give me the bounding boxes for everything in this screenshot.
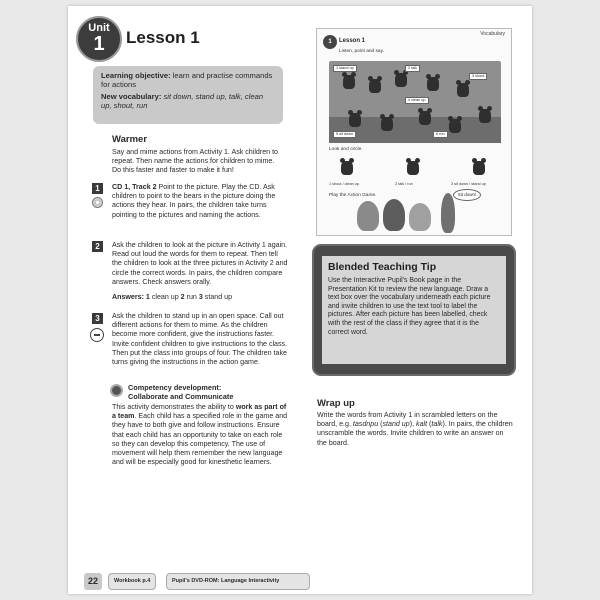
step-2-answers <box>112 293 288 302</box>
competency-text-a: This activity demonstrates the ability to <box>112 403 236 411</box>
answer-word: clean up <box>151 293 179 301</box>
competency-text-bold: work as part of a team <box>112 403 287 421</box>
step-3-text: Ask the children to stand up in an open space. Call out different actions for them to mime. As the children become more confident, give the instructions faster. Invite confident children to give instructions to the class. Then put the class into groups of four. The children take turns giving the instructions in the action game. <box>112 312 288 367</box>
scene-label: 3 shout <box>469 73 487 80</box>
lesson-title: Lesson 1 <box>126 28 200 47</box>
competency-heading-line1: Competency development: <box>128 383 222 392</box>
warmer-heading: Warmer <box>112 134 148 145</box>
answer-number: 3 <box>198 293 203 301</box>
wrap-up-text: Write the words from Activity 1 in scrambled letters on the board, e.g. tasdnpu (stand up), kalt (talk). In pairs, the children unscramble the words. Invite children to write an answer on the board. <box>317 411 513 447</box>
vocab-label: New vocabulary: <box>101 91 162 101</box>
competency-heading-line2: Collaborate and Communicate <box>128 391 234 401</box>
wrap-text-a: Write the words from Activity 1 in scrambled letters on the board, e.g. <box>317 411 498 429</box>
wrap-text-b: . In pairs, the children unscramble the words. Invite children to write an answer on the board. <box>317 420 513 447</box>
thumb-scene-picture <box>329 61 501 143</box>
scene-label: 5 sit down <box>333 131 356 138</box>
bear-figure <box>395 73 407 87</box>
competency-icon <box>110 384 123 397</box>
cd-icon <box>92 197 103 208</box>
competency-text <box>112 403 288 467</box>
blended-teaching-tip-tablet <box>312 244 516 376</box>
step-3-number: 3 <box>92 313 103 324</box>
thumb-lesson-title: Lesson 1 <box>339 38 366 44</box>
scene-label: 1 stand up <box>333 65 357 72</box>
answer-word: stand up <box>204 293 233 301</box>
thumb-vocabulary-label: Vocabulary <box>480 31 505 37</box>
page-number: 22 <box>84 573 102 590</box>
objective-label: Learning objective: <box>101 71 171 80</box>
warmer-text: Say and mime actions from Activity 1. Ask children to repeat. Then name the actions for children to mime. Do this faster and faster to make it fun! <box>112 148 278 175</box>
scene-label: 6 run <box>433 131 448 138</box>
thumb-answer: 1 shout / clean up <box>329 182 359 186</box>
vocab-text: sit down, stand up, talk, clean up, shout, run <box>101 91 264 111</box>
answer-number: 2 <box>180 293 185 301</box>
speech-bubble: Sit down! <box>453 189 481 201</box>
objective-text: learn and practise commands for actions <box>101 71 273 90</box>
dvd-reference: Pupil's DVD-ROM: Language Interactivity <box>166 573 310 590</box>
wrap-example-1-gloss: stand up <box>382 420 410 429</box>
thumb-answer: 3 sit down / stand up <box>451 182 486 186</box>
tablet-screen <box>322 256 506 364</box>
thumb-instruction-2: Look and circle. <box>329 147 363 152</box>
bear-figure <box>369 79 381 93</box>
scene-label: 4 clean up <box>405 97 429 104</box>
tip-text: Use the Interactive Pupil's Book page in the Presentation Kit to review the new language. Draw a text box over the vocabulary underneath each picture and invite children to use the text tool to label the pictures. After each picture has been labelled, check with the rest of the class if they agree that it is the correct word. <box>328 277 491 336</box>
step-2-text: Ask the children to look at the picture in Activity 1 again. Read out loud the words for them to repeat. Then tell the children to look at the three pictures in Activity 2 and circle the correct words. In pairs, the children compare answers. Check answers orally. <box>112 241 288 286</box>
unit-badge <box>76 16 122 62</box>
bear-figure <box>381 117 393 131</box>
child-figure <box>409 203 431 231</box>
bear-figure <box>479 109 491 123</box>
unit-number: 1 <box>93 33 105 55</box>
competency-heading <box>128 384 278 401</box>
game-icon <box>90 328 104 342</box>
child-figure <box>441 193 455 233</box>
step-1-body: Point to the picture. Play the CD. Ask children to point to the bears in the picture doing the actions they hear. In pairs, the children take turns pointing to the pictures and naming the actions. <box>112 183 276 219</box>
child-figure <box>383 199 405 231</box>
workbook-reference: Workbook p.4 <box>108 573 156 590</box>
learning-objective-box <box>93 66 283 124</box>
thumb-instruction-1: Listen, point and say. <box>339 49 384 54</box>
bear-figure <box>407 161 419 175</box>
wrap-example-2-gloss: talk <box>431 420 443 429</box>
bear-figure <box>427 77 439 91</box>
thumb-instruction-3: Play the Action Game. <box>329 193 377 198</box>
wrap-example-1: tasdnpu <box>352 420 379 429</box>
step-1-text <box>112 183 288 220</box>
bear-figure <box>419 111 431 125</box>
pupil-book-thumbnail <box>316 28 512 236</box>
bear-figure <box>349 113 361 127</box>
wrap-up-heading: Wrap up <box>317 398 355 409</box>
answer-word: run <box>186 293 197 301</box>
teacher-book-page <box>68 6 532 594</box>
answer-number: 1 <box>145 293 150 301</box>
child-figure <box>357 201 379 231</box>
wrap-example-2: kalt <box>416 420 428 429</box>
answers-label: Answers: <box>112 293 144 301</box>
unit-word: Unit <box>88 22 110 34</box>
thumb-unit-badge: 1 <box>323 35 337 49</box>
step-2-number: 2 <box>92 241 103 252</box>
scene-label: 2 talk <box>405 65 420 72</box>
bear-figure <box>449 119 461 133</box>
competency-text-b: . Each child has a specified role in the game and they have to both give and follow instructions. Ensure that each child has an opportunity to take on each role so they can develop this competency. The use of movement will help them remember the new language and will be especially good for kinesthetic learners. <box>112 412 288 467</box>
step-1-number: 1 <box>92 183 103 194</box>
bear-figure <box>473 161 485 175</box>
bear-figure <box>457 83 469 97</box>
thumb-answer: 2 talk / run <box>395 182 413 186</box>
step-1-track: CD 1, Track 2 <box>112 183 157 191</box>
tip-heading: Blended Teaching Tip <box>328 261 437 273</box>
bear-figure <box>343 75 355 89</box>
bear-figure <box>341 161 353 175</box>
